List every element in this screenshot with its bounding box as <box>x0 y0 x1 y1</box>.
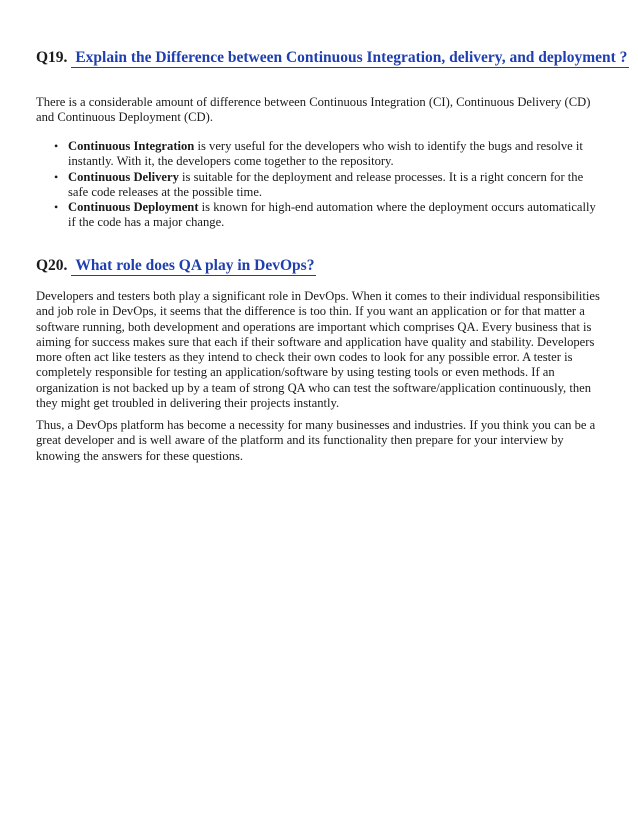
list-item-term: Continuous Integration <box>68 139 195 153</box>
q19-title-link[interactable]: Explain the Difference between Continuous Integration, delivery, and deployment ? <box>71 49 629 68</box>
q19-heading <box>36 48 629 68</box>
q20-heading <box>36 256 316 276</box>
list-item-term: Continuous Delivery <box>68 169 179 184</box>
bullet-icon: • <box>54 139 59 153</box>
bullet-icon: • <box>54 200 59 215</box>
list-item-text: is known for high-end automation where the deployment occurs automatically if the code has a major change. <box>68 200 596 230</box>
list-item-continuous-deployment <box>36 200 602 231</box>
list-item-text: is very useful for the developers who wish to identify the bugs and resolve it instantly. With it, the developers come together to the repository. <box>68 139 583 169</box>
q19-bullet-list <box>36 139 602 231</box>
q20-title-link[interactable]: What role does QA play in DevOps? <box>71 257 316 276</box>
list-item-continuous-integration <box>36 139 602 170</box>
q20-paragraph-1: Developers and testers both play a significant role in DevOps. When it comes to their individual responsibilities and job role in DevOps, it seems that the difference is too thin. If you want an application or for that matter a software running, both development and operations are important which comprises QA. Every business that is aiming for success makes sure that each if their software and application have quality and stability. Developers more often act like testers as they intend to check their own codes to look for any possible error. A tester is completely responsible for testing an application/software by using testing tools or even methods. If an organization is not backed up by a team of strong QA who can test the software/application continuously, then they might get troubled in delivering their projects instantly. <box>36 289 600 411</box>
q20-number: Q20. <box>36 257 68 274</box>
bullet-icon: • <box>54 169 59 184</box>
list-item-term: Continuous Deployment <box>68 200 199 215</box>
q19-intro-paragraph: There is a considerable amount of difference between Continuous Integration (CI), Continuous Delivery (CD) and Continuous Deployment (CD). <box>36 95 591 125</box>
list-item-continuous-delivery <box>36 170 602 201</box>
q19-number: Q19. <box>36 49 68 66</box>
q20-paragraph-2: Thus, a DevOps platform has become a necessity for many businesses and industries. If you think you can be a great developer and is well aware of the platform and its functionality then prepare for your interview by knowing the answers for these questions. <box>36 418 596 463</box>
list-item-text: is suitable for the deployment and release processes. It is a right concern for the safe code releases at the possible time. <box>68 169 584 199</box>
